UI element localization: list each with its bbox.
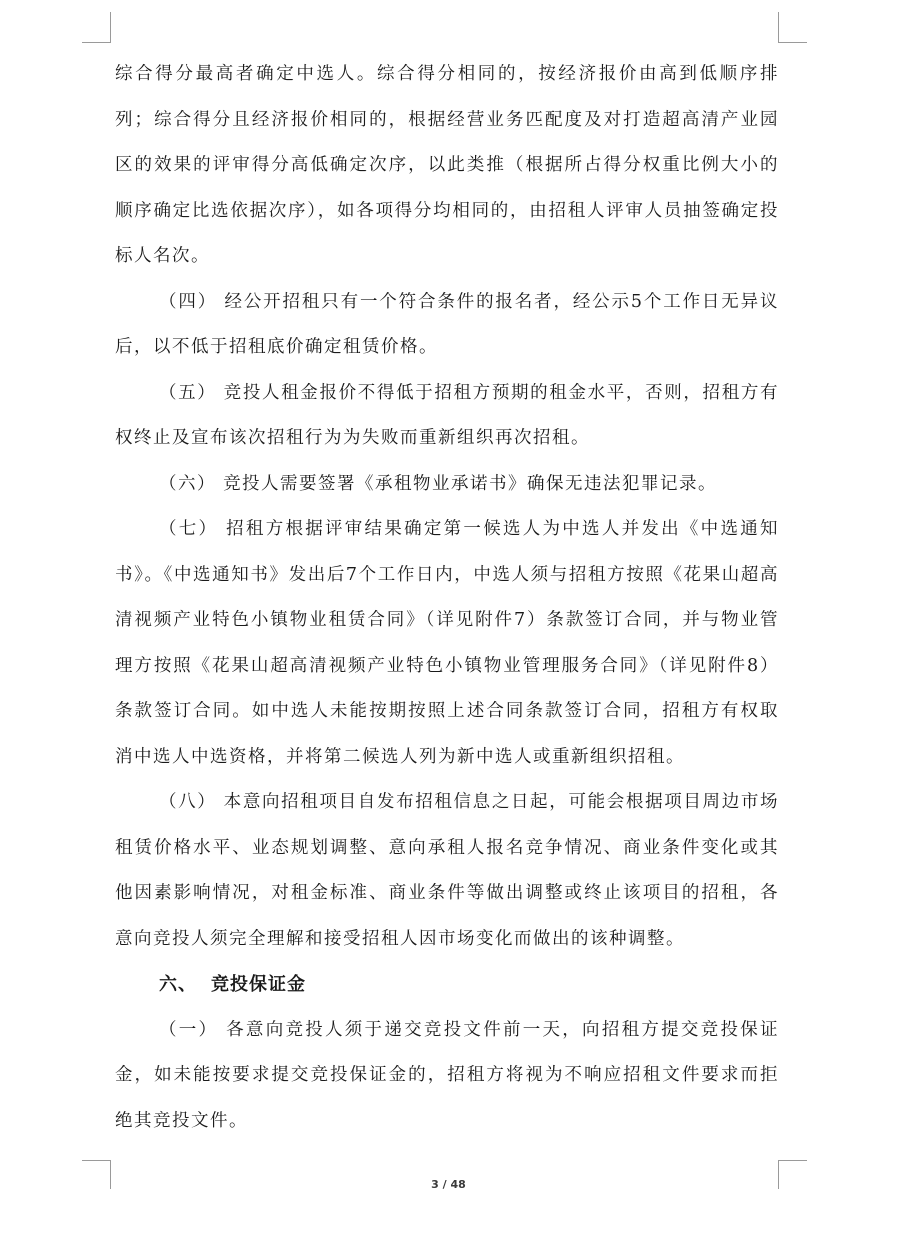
crop-mark-top-right: [778, 12, 807, 43]
page-number: 3 / 48: [431, 1178, 466, 1191]
paragraph-item-7: （七） 招租方根据评审结果确定第一候选人为中选人并发出《中选通知书》。《中选通知书》发出后7个工作日内，中选人须与招租方按照《花果山超高清视频产业特色小镇物业租赁合同》（详见附件7）条款签订合同，并与物业管理方按照《花果山超高清视频产业特色小镇物业管理服务合同》（详见附件8）条款签订合同。如中选人未能按期按照上述合同条款签订合同，招租方有权取消中选人中选资格，并将第二候选人列为新中选人或重新组织招租。: [115, 519, 779, 767]
section-heading-number: 六、: [159, 974, 197, 995]
paragraph-continuation: 综合得分最高者确定中选人。综合得分相同的，按经济报价由高到低顺序排列；综合得分且经济报价相同的，根据经营业务匹配度及对打造超高清产业园区的效果的评审得分高低确定次序，以此类推（根据所占得分权重比例大小的顺序确定比选依据次序），如各项得分均相同的，由招租人评审人员抽签确定投标人名次。: [115, 64, 779, 266]
page-body: [115, 52, 779, 1144]
paragraph-item-6: （六） 竞投人需要签署《承租物业承诺书》确保无违法犯罪记录。: [159, 473, 718, 494]
paragraph-item-4: （四） 经公开招租只有一个符合条件的报名者，经公示5个工作日无异议后，以不低于招租底价确定租赁价格。: [115, 291, 779, 357]
paragraph-item-8: （八） 本意向招租项目自发布招租信息之日起，可能会根据项目周边市场租赁价格水平、业态规划调整、意向承租人报名竞争情况、商业条件变化或其他因素影响情况，对租金标准、商业条件等做出调整或终止该项目的招租，各意向竞投人须完全理解和接受招租人因市场变化而做出的该种调整。: [115, 792, 779, 949]
paragraph-deposit-1: （一） 各意向竞投人须于递交竞投文件前一天，向招租方提交竞投保证金，如未能按要求提交竞投保证金的，招租方将视为不响应招租文件要求而拒绝其竞投文件。: [115, 1019, 779, 1131]
section-heading: [115, 962, 779, 1008]
section-heading-title: 竞投保证金: [211, 974, 306, 995]
paragraph-item-5: （五） 竞投人租金报价不得低于招租方预期的租金水平，否则，招租方有权终止及宣布该次招租行为为失败而重新组织再次招租。: [115, 382, 779, 448]
crop-mark-top-left: [82, 12, 111, 43]
